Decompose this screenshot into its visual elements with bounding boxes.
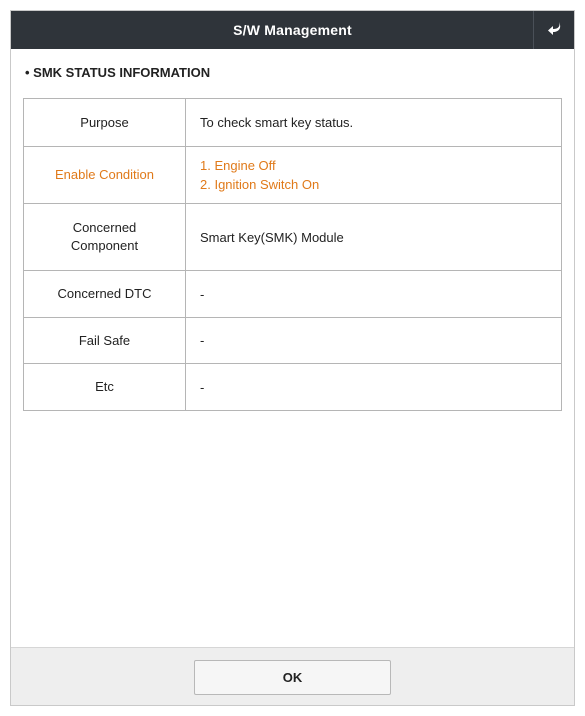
row-value: - bbox=[186, 318, 562, 364]
row-value: - bbox=[186, 271, 562, 318]
table-row-enable-condition bbox=[24, 147, 562, 204]
table-row-concerned-component bbox=[24, 204, 562, 271]
row-value: - bbox=[186, 364, 562, 411]
value-line: 1. Engine Off bbox=[200, 158, 276, 173]
return-arrow-icon bbox=[545, 20, 563, 41]
row-label: Concerned DTC bbox=[24, 271, 186, 318]
info-table bbox=[23, 98, 562, 411]
row-label: Purpose bbox=[24, 99, 186, 147]
row-label: Fail Safe bbox=[24, 318, 186, 364]
window-title: S/W Management bbox=[233, 22, 352, 38]
title-bar bbox=[11, 11, 574, 49]
ok-button[interactable]: OK bbox=[194, 660, 391, 695]
sw-management-window bbox=[10, 10, 575, 706]
section-header: • SMK STATUS INFORMATION bbox=[25, 65, 211, 80]
row-value: Smart Key(SMK) Module bbox=[186, 204, 562, 271]
label-line: Concerned bbox=[72, 220, 137, 235]
row-label: Enable Condition bbox=[24, 147, 186, 204]
row-label: Etc bbox=[24, 364, 186, 411]
value-line: 2. Ignition Switch On bbox=[200, 177, 320, 192]
row-label bbox=[24, 204, 186, 271]
row-value: To check smart key status. bbox=[186, 99, 562, 147]
dialog-footer bbox=[11, 647, 574, 705]
row-value bbox=[186, 147, 562, 204]
table-row-concerned-dtc bbox=[24, 271, 562, 318]
table-row-fail-safe bbox=[24, 318, 562, 364]
table-row-etc bbox=[24, 364, 562, 411]
back-button[interactable] bbox=[534, 11, 574, 49]
table-row-purpose bbox=[24, 99, 562, 147]
label-line: Component bbox=[70, 238, 139, 253]
